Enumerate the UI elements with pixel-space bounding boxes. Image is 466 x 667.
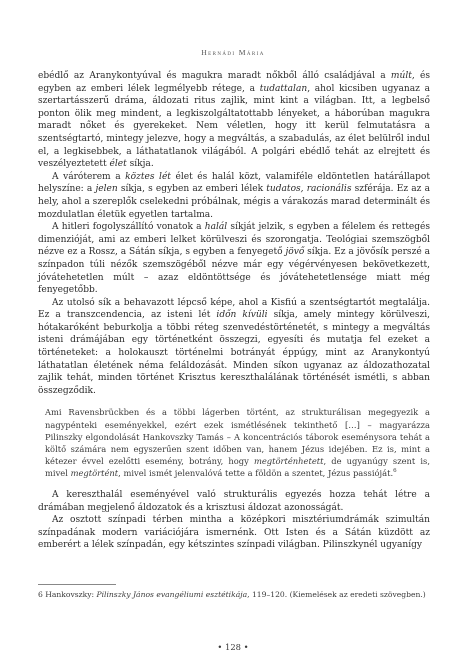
text-run: Az osztott színpadi térben mintha a középkori misztériumdrámák szimultán színpadának modern variációjára ismernénk. Ott Isten és a Sátán küzdött az emberért a lélek színpadán, egy kétszintes színpadi világban. Pilinszkynél ugyanígy (38, 515, 430, 551)
emphasis: élet (109, 159, 127, 170)
footnote-ref: 6 (393, 468, 397, 475)
page-number: • 128 • (217, 642, 249, 652)
emphasis: jelen (95, 184, 118, 195)
footnote-rule (38, 584, 116, 585)
emphasis: Pilinszky János evangéliumi esztétikája (96, 590, 248, 599)
text-run: , 119–120. (Kiemelések az eredeti szövegben.) (247, 590, 426, 599)
emphasis: tudatos, racionális (266, 184, 352, 195)
paragraph (38, 297, 430, 398)
footnote (38, 590, 430, 600)
text-run: Ami Ravensbrückben és a többi lágerben történt, az strukturálisan megegyezik a nagypénteki eseményekkel, ezért ezek ismétlésének tekinthető […] – magyarázza Pilinszky elgondolását Hankovszky Tamás – A koncentrációs táborok eseménysora tehát a költő számára nem egyszerűen szent időben van, hanem Jézus idejében. Ez is, mint a kétezer évvel ezelőtti esemény, botrány, hogy (45, 407, 430, 466)
text-run: , ahol kicsiben ugyanaz a szertartásszerű dráma, áldozati ritus zajlik, mint kint a világban. Itt, a legbelső ponton ölik meg mindent, a legkiszolgáltatottabb lényeket, a háborúban magukra maradt nőket és gyerekeket. Nem véletlen, hogy itt kerül felmutatásra a szentségtartó, mintegy jelezve, hogy a megváltás, a szabadulás, az élet belülről indul el, a legkisebbek, a láthatatlanok világából. A polgári ebédlő tehát az elrejtett és veszélyeztetett (38, 83, 430, 170)
text-run: élet és halál közt, valamiféle eldöntetlen határállapot helyszíne: a (38, 171, 430, 195)
paragraph (38, 514, 430, 552)
text-run: , mivel ismét jelenvalóvá tette a földön a szentet, Jézus passióját. (118, 467, 394, 478)
emphasis: időn kívüli (216, 310, 268, 321)
text-run: síkja. (126, 159, 154, 170)
emphasis: megtörténhetett (253, 455, 324, 466)
emphasis: jövő (285, 247, 305, 258)
emphasis: halál (204, 222, 228, 233)
text-run: ebédlő az Aranykontyúval és magukra maradt nőkből álló családjával a (38, 71, 391, 81)
text-run: Hankovszky: (45, 590, 97, 599)
emphasis: tudattalan (259, 83, 308, 94)
text-run: síkját jelzik, s egyben a félelem és rettegés dimenzióját, ami az emberi lelket körülveszi és szorongatja. Teológiai szemszögből nézve ez a Rossz, a Sátán síkja, s egyben a fenyegető (38, 222, 430, 258)
text-run: síkja, s egyben az emberi lélek (117, 184, 267, 195)
running-header: Hernádi Mária (201, 48, 265, 57)
paragraph (38, 171, 430, 221)
paragraph (38, 221, 430, 297)
text-run: síkja. Ez a jövősík perszé a színpadon túli nézők szemszögéből nézve már egy végérvényesen bekövetkezett, jóvátehetetlen múlt – azaz eldöntöttsége és jóvátehetetlensége miatt még fenyegetőbb. (38, 247, 430, 296)
text-run: szférája. Ez az a hely, ahol a szereplők cselekedni próbálnak, mégis a várakozás marad determinált és mozdulatlan életük egyetlen tartalma. (38, 184, 430, 220)
body-text (38, 70, 430, 552)
text-run: Az utolsó sík a behavazott lépcső képe, ahol a Kisfiú a szentségtartót megtalálja. Ez a transzcendencia, az isteni lét (38, 297, 430, 321)
paragraph (38, 70, 430, 171)
text-run: A kereszthalál eseményével való strukturális egyezés hozza tehát létre a drámában megjelenő áldozatok és a krisztusi áldozat azonosságát. (38, 490, 430, 513)
block-quote (38, 406, 430, 479)
text-run: 6 (38, 590, 46, 599)
emphasis: köztes lét (125, 171, 171, 182)
emphasis: megtörtént (70, 467, 119, 478)
text-run: A hitleri fogolyszállító vonatok a (52, 222, 205, 233)
emphasis: múlt (390, 71, 412, 81)
text-run: A váróterem a (52, 171, 126, 182)
text-run: , de ugyanúgy szent is, mivel (45, 455, 430, 478)
paragraph (38, 489, 430, 514)
text-run: síkja, amely mintegy körülveszi, hótakaróként beburkolja a többi réteg szenvedéstörténetét, s mintegy a megváltás isteni drámájában egy történetként összegzi, egyesíti és mutatja fel ezeket a történeteket: a holokauszt történelmi botrányát éppúgy, mint az Aranykontyú láthatatlan életének néma feláldozását. Minden síkon ugyanaz az áldozathozatal zajlik tehát, minden történet Krisztus kereszthalálának történését ismétli, s abban összegződik. (38, 310, 430, 396)
text-run: , és egyben az emberi lélek legmélyebb rétege, a (38, 71, 430, 94)
